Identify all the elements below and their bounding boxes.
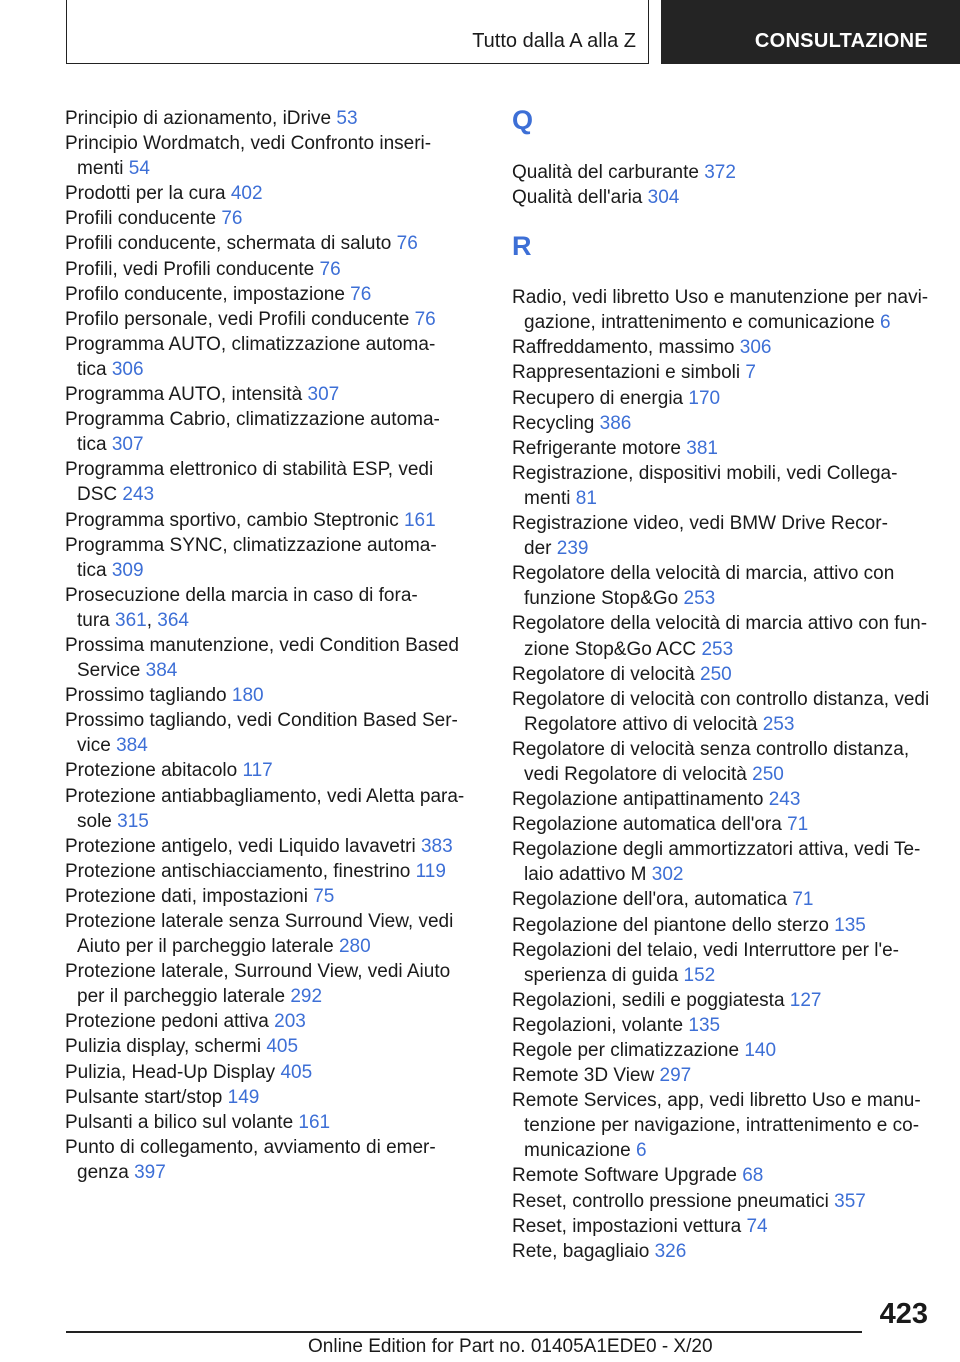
index-letter-heading: R	[512, 231, 532, 262]
entry-term-cont: tica	[77, 434, 107, 456]
entry-term-cont: gazione, intrattenimento e comunicazione	[524, 312, 875, 334]
entry-term: Recupero di energia	[512, 387, 684, 409]
index-letter-heading: Q	[512, 105, 534, 135]
page-link[interactable]: 306	[111, 358, 144, 380]
index-entry	[512, 335, 932, 360]
page-link[interactable]: 361	[115, 609, 147, 631]
entry-term: Prossimo tagliando, vedi Condition Based Ser-	[65, 710, 458, 732]
index-entry	[65, 1135, 465, 1185]
entry-term: Refrigerante motore	[512, 437, 681, 459]
page-link[interactable]: 243	[768, 789, 801, 811]
entry-term: Prodotti per la cura	[65, 183, 226, 205]
index-entry	[512, 360, 932, 385]
entry-term: Regolazioni, sedili e poggiatesta	[512, 989, 785, 1011]
entry-term: Raffreddamento, massimo	[512, 337, 735, 359]
page-link[interactable]: 170	[688, 387, 721, 409]
index-entry	[512, 561, 932, 611]
index-entry	[512, 1214, 932, 1239]
page-link[interactable]: 152	[683, 964, 716, 986]
index-entry	[512, 1013, 932, 1038]
index-entry	[512, 511, 932, 561]
entry-term-cont: laio adattivo M	[524, 864, 647, 886]
index-entry	[65, 257, 465, 282]
index-column-left	[65, 106, 465, 1185]
entry-term: Regolatore della velocità di marcia attivo con fun-	[512, 613, 928, 635]
index-entry	[65, 959, 465, 1009]
entry-term: Regolazione automatica dell'ora	[512, 814, 782, 836]
index-entry	[512, 185, 932, 210]
page-link[interactable]: 309	[111, 559, 144, 581]
entry-term: Regolazione dell'ora, automatica	[512, 889, 788, 911]
index-entry	[512, 1088, 932, 1163]
page-link[interactable]: 306	[739, 337, 772, 359]
page-link[interactable]: 243	[122, 484, 155, 506]
entry-term: Qualità del carburante	[512, 162, 699, 183]
entry-term-cont: zione Stop&Go ACC	[524, 638, 697, 660]
index-entry	[512, 1189, 932, 1214]
entry-term: Regolatore di velocità con controllo distanza, vedi	[512, 688, 930, 710]
entry-term: Profili, vedi Profili conducente	[65, 258, 315, 280]
page-link[interactable]: 239	[556, 538, 589, 560]
index-entry	[65, 884, 465, 909]
page-link[interactable]: 74	[746, 1215, 768, 1237]
index-entry	[65, 282, 465, 307]
page-link[interactable]: 117	[242, 760, 273, 782]
index-entry	[65, 708, 465, 758]
entry-term: Regole per climatizzazione	[512, 1040, 740, 1061]
entry-term: Regolazioni, volante	[512, 1014, 684, 1036]
entry-term: Protezione antiabbagliamento, vedi Aletta para-	[65, 785, 465, 807]
index-entry	[512, 787, 932, 812]
entry-term-cont: per il parcheggio laterale	[77, 986, 286, 1008]
header-chapter	[661, 0, 960, 64]
index-entry	[65, 382, 465, 407]
page-link[interactable]: 53	[336, 108, 358, 129]
entry-term: Profili conducente	[65, 208, 217, 230]
page-link[interactable]: 292	[290, 986, 323, 1008]
entry-term: Programma SYNC, climatizzazione automa-	[65, 534, 437, 556]
index-entry	[512, 687, 932, 737]
page-link[interactable]: 75	[313, 885, 335, 907]
index-entry	[65, 332, 465, 382]
page-link[interactable]: 326	[654, 1240, 687, 1262]
page-link[interactable]: 302	[651, 864, 684, 886]
index-entry	[65, 206, 465, 231]
index-entry	[512, 737, 932, 787]
entry-term: Remote Software Upgrade	[512, 1165, 737, 1187]
entry-term-cont: Aiuto per il parcheggio laterale	[77, 936, 334, 958]
entry-term: Rappresentazioni e simboli	[512, 362, 741, 384]
entry-term-cont: menti	[524, 487, 571, 509]
page-link[interactable]: 280	[338, 936, 371, 958]
index-entry	[65, 231, 465, 256]
entry-term: Profili conducente, schermata di saluto	[65, 233, 392, 255]
entry-term: Pulsante start/stop	[65, 1086, 223, 1108]
page-link[interactable]: 68	[742, 1165, 764, 1187]
index-entry	[65, 131, 465, 181]
index-entry	[65, 859, 465, 884]
index-entry	[512, 160, 932, 185]
entry-term-cont: vedi Regolatore di velocità	[524, 763, 747, 785]
entry-term-cont: sole	[77, 810, 112, 832]
index-entry	[65, 1110, 465, 1135]
entry-term: Reset, controllo pressione pneumatici	[512, 1190, 829, 1212]
page-link[interactable]: 297	[659, 1065, 692, 1087]
page-link[interactable]: 140	[744, 1040, 777, 1061]
entry-term: Regolatore di velocità senza controllo distanza,	[512, 738, 910, 760]
page-link[interactable]: 397	[134, 1161, 166, 1183]
index-entry	[65, 1060, 465, 1085]
page-link[interactable]: 180	[231, 685, 264, 707]
index-entry	[65, 533, 465, 583]
entry-term: Pulizia, Head-Up Display	[65, 1061, 276, 1083]
entry-term: Regolazione del piantone dello sterzo	[512, 914, 829, 936]
entry-term: Protezione pedoni attiva	[65, 1011, 269, 1033]
page-link[interactable]: 405	[266, 1036, 299, 1058]
entry-term: Protezione antischiacciamento, finestrino	[65, 860, 411, 882]
page-link[interactable]: 357	[834, 1190, 866, 1212]
entry-term-cont: genza	[77, 1161, 129, 1183]
entry-term-cont: municazione	[524, 1140, 631, 1162]
index-entry	[65, 508, 465, 533]
page-link[interactable]: 364	[157, 609, 189, 631]
page-link[interactable]: 250	[752, 763, 784, 785]
entry-term: Reset, impostazioni vettura	[512, 1215, 742, 1237]
entry-term: Programma Cabrio, climatizzazione automa-	[65, 409, 440, 431]
index-entry	[65, 181, 465, 206]
entry-term: Pulizia display, schermi	[65, 1036, 262, 1058]
index-entry	[512, 662, 932, 687]
index-entry	[65, 106, 465, 131]
page-link[interactable]: 315	[117, 810, 149, 832]
entry-term: Rete, bagagliaio	[512, 1240, 650, 1262]
entry-term: Qualità dell'aria	[512, 187, 643, 209]
entry-term: Programma elettronico di stabilità ESP, vedi	[65, 459, 434, 481]
page-link[interactable]: 402	[230, 183, 263, 205]
entry-term: Protezione laterale senza Surround View, vedi	[65, 911, 454, 932]
entry-term-cont: tica	[77, 358, 107, 380]
entry-term: Programma AUTO, intensità	[65, 384, 303, 406]
page-link[interactable]: 383	[420, 835, 453, 857]
entry-term: Regolatore di velocità	[512, 663, 695, 685]
page-link[interactable]: 135	[688, 1014, 721, 1036]
page-link[interactable]: 161	[403, 509, 436, 531]
entry-term: Protezione antigelo, vedi Liquido lavavetri	[65, 835, 416, 857]
footer-divider	[66, 1331, 862, 1333]
page-number: 423	[879, 1298, 928, 1330]
page-link[interactable]: 71	[792, 889, 814, 911]
index-entry	[65, 834, 465, 859]
page-link[interactable]: 381	[686, 437, 718, 459]
index-column-right	[512, 106, 932, 1264]
page-link[interactable]: 76	[319, 258, 341, 280]
entry-term: Programma sportivo, cambio Steptronic	[65, 509, 399, 531]
entry-term-cont: der	[524, 538, 552, 560]
index-entry	[512, 837, 932, 887]
entry-term: Pulsanti a bilico sul volante	[65, 1111, 294, 1133]
index-entry	[512, 988, 932, 1013]
index-entry	[512, 887, 932, 912]
index-entry	[65, 1034, 465, 1059]
section-title: Tutto dalla A alla Z	[472, 30, 636, 52]
page-link[interactable]: 253	[683, 588, 716, 610]
index-entry	[65, 1085, 465, 1110]
entry-term-cont: tica	[77, 559, 107, 581]
entry-term: Protezione dati, impostazioni	[65, 885, 308, 907]
page-link[interactable]: 7	[745, 362, 756, 384]
entry-term: Protezione abitacolo	[65, 760, 238, 782]
index-entry	[65, 633, 465, 683]
page-link[interactable]: 119	[415, 860, 446, 882]
entry-term-cont: tura	[77, 609, 110, 631]
entry-term: Prossima manutenzione, vedi Condition Based	[65, 634, 459, 656]
entry-term: Principio Wordmatch, vedi Confronto inseri-	[65, 133, 432, 155]
entry-term-cont: funzione Stop&Go	[524, 588, 679, 610]
page-link[interactable]: 161	[298, 1111, 331, 1133]
page-link[interactable]: 384	[145, 660, 178, 682]
index-entry	[512, 812, 932, 837]
entry-term: Programma AUTO, climatizzazione automa-	[65, 333, 436, 355]
page-link[interactable]: 6	[635, 1140, 647, 1162]
page-link[interactable]: 149	[227, 1086, 260, 1108]
entry-term: Regolatore della velocità di marcia, attivo con	[512, 563, 895, 585]
page-link[interactable]: 71	[787, 814, 809, 836]
page-link[interactable]: 307	[111, 434, 144, 456]
page-link[interactable]: 253	[701, 638, 734, 660]
page-link[interactable]: 405	[280, 1061, 313, 1083]
entry-term: Principio di azionamento, iDrive	[65, 108, 332, 129]
entry-term-cont: menti	[77, 158, 124, 180]
entry-term: Prosecuzione della marcia in caso di fora-	[65, 584, 418, 606]
index-entry	[65, 683, 465, 708]
index-entry	[512, 461, 932, 511]
index-entry	[512, 386, 932, 411]
index-entry: Prosecuzione della marcia in caso di fora- tura 361, 364	[65, 584, 418, 631]
entry-term-cont: Regolatore attivo di velocità	[524, 713, 758, 735]
entry-term-cont: Service	[77, 660, 141, 682]
entry-term: Profilo conducente, impostazione	[65, 283, 345, 305]
index-entry	[65, 457, 465, 507]
index-entry	[512, 1063, 932, 1088]
entry-term: Punto di collegamento, avviamento di emer-	[65, 1136, 436, 1158]
page-link[interactable]: 304	[647, 187, 680, 209]
page-link[interactable]: 384	[116, 735, 148, 757]
edition-footer: Online Edition for Part no. 01405A1EDE0 - X/20	[308, 1336, 713, 1357]
entry-term: Regolazione degli ammortizzatori attiva, vedi Te-	[512, 839, 921, 861]
page-link[interactable]: 76	[350, 283, 372, 305]
entry-term: Remote 3D View	[512, 1065, 655, 1087]
index-entry	[512, 285, 932, 335]
page-link[interactable]: 127	[789, 989, 822, 1011]
index-entry	[512, 611, 932, 661]
entry-term: Radio, vedi libretto Uso e manutenzione per navi-	[512, 287, 929, 309]
chapter-title: CONSULTAZIONE	[754, 30, 928, 52]
page-link[interactable]: 6	[879, 312, 891, 334]
index-entry	[512, 1038, 932, 1063]
page-link[interactable]: 54	[128, 158, 150, 180]
page-link[interactable]: 135	[834, 914, 866, 936]
page-link[interactable]: 203	[274, 1011, 306, 1033]
index-entry	[512, 411, 932, 436]
index-entry	[512, 1163, 932, 1188]
entry-term: Recycling	[512, 412, 595, 434]
header-section	[66, 0, 649, 64]
index-entry	[65, 407, 465, 457]
index-entry	[65, 1009, 465, 1034]
page-link[interactable]: 386	[599, 412, 632, 434]
index-entry	[65, 909, 465, 959]
page-link[interactable]: 76	[221, 208, 243, 230]
entry-term-cont: DSC	[77, 484, 118, 506]
entry-term: Regolazioni del telaio, vedi Interruttore per l'e-	[512, 939, 900, 961]
page-link[interactable]: 81	[575, 487, 597, 509]
index-entry	[512, 938, 932, 988]
index-entry	[65, 784, 465, 834]
page-link[interactable]: 76	[396, 233, 418, 255]
entry-term: Registrazione, dispositivi mobili, vedi Collega-	[512, 462, 898, 484]
entry-term-cont: tenzione per navigazione, intrattenimento e co-	[524, 1115, 920, 1137]
index-entry	[512, 913, 932, 938]
page-link[interactable]: 250	[700, 663, 732, 685]
page-link[interactable]: 253	[762, 713, 795, 735]
index-entry	[65, 307, 465, 332]
page-link[interactable]: 76	[414, 308, 436, 330]
entry-term: Remote Services, app, vedi libretto Uso e manu-	[512, 1090, 921, 1112]
entry-term-cont: sperienza di guida	[524, 964, 679, 986]
entry-term: Regolazione antipattinamento	[512, 789, 764, 811]
entry-term: Profilo personale, vedi Profili conducente	[65, 308, 410, 330]
page-link[interactable]: 372	[704, 162, 736, 183]
entry-term: Registrazione video, vedi BMW Drive Recor-	[512, 513, 888, 535]
index-entry	[512, 1239, 932, 1264]
page-link[interactable]: 307	[307, 384, 340, 406]
index-entry	[512, 436, 932, 461]
entry-term-cont: vice	[77, 735, 111, 757]
entry-term: Prossimo tagliando	[65, 685, 227, 707]
index-entry	[65, 758, 465, 783]
entry-term: Protezione laterale, Surround View, vedi Aiuto	[65, 961, 451, 983]
